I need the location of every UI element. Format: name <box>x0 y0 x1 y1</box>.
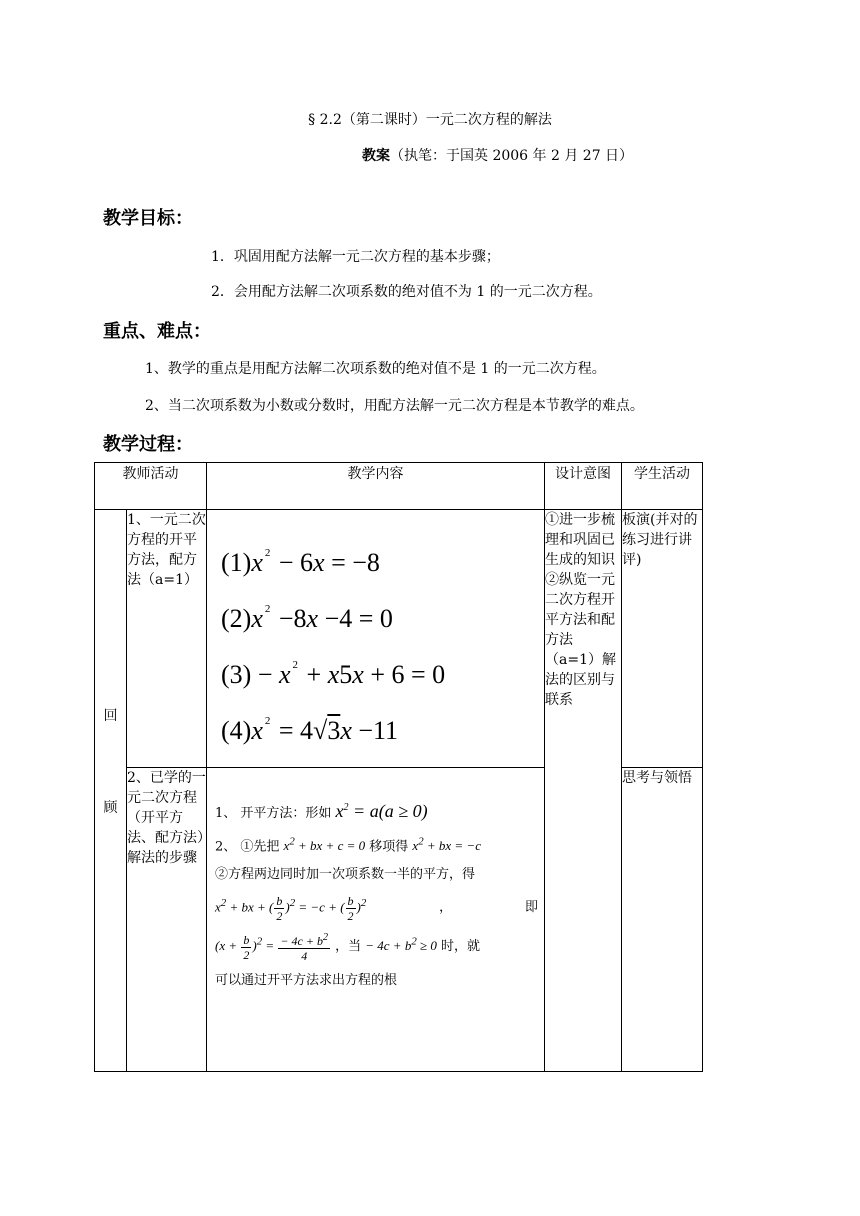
teaching-content-2 <box>207 768 545 1072</box>
method-line-1: 1、 开平方法：形如 $x^2 = a(a \ge 0)$ <box>215 801 428 821</box>
key-point-item-2: 2、当二次项系数为小数或分数时，用配方法解一元二次方程是本节教学的难点。 <box>145 398 644 414</box>
equation-2: (2)x $^2$ −8x −4 = 0 <box>221 603 393 633</box>
header-student-activity: 学生活动 <box>622 463 703 510</box>
design-intent-1: ①进一步梳理和巩固已生成的知识②纵览一元二次方程开平方法和配方法（a=1）解法的区别与联系 <box>545 510 622 1072</box>
side-label-2: 顾 <box>103 799 118 816</box>
author-detail: （执笔：于国英 2006 年 2 月 27 日） <box>390 148 634 164</box>
teacher-activity-2: 2、已学的一元二次方程（开平方法、配方法）解法的步骤 <box>127 768 207 1072</box>
lesson-process-table <box>94 462 703 1072</box>
method-line-6: 可以通过开平方法求出方程的根 <box>215 973 398 989</box>
objective-item-2: 2．会用配方法解二次项系数的绝对值不为 1 的一元二次方程。 <box>211 284 602 300</box>
document-title: § 2.2（第二课时）一元二次方程的解法 <box>308 112 552 128</box>
key-points-heading: 重点、难点： <box>103 321 211 342</box>
table-header-row <box>95 463 703 510</box>
process-heading: 教学过程： <box>103 434 193 455</box>
equation-list <box>207 510 544 754</box>
student-activity-1: 板演(并对的练习进行讲评) <box>622 510 703 768</box>
side-label-1: 回 <box>103 707 118 724</box>
header-teaching-content: 教学内容 <box>207 463 545 510</box>
objective-item-1: 1．巩固用配方法解一元二次方程的基本步骤； <box>211 249 500 265</box>
header-design-intent: 设计意图 <box>545 463 622 510</box>
method-line-3: ②方程两边同时加一次项系数一半的平方，得 <box>215 867 476 883</box>
method-line-2: 2、 ①先把 $x^2$ + bx + c = 0 移项得 $x^2$ + bx = −c <box>215 836 481 855</box>
equation-1: (1)x $^2$ − 6x = −8 <box>221 547 380 577</box>
method-line-5: (x + $\frac{b}{2}$ )$^2$ = $\frac{- 4c + b^2}{4}$ ，当 − $4c + b^2 \ge 0$ 时，就 <box>215 932 481 964</box>
author-line <box>362 145 633 165</box>
key-point-item-1: 1、教学的重点是用配方法解二次项系数的绝对值不是 1 的一元二次方程。 <box>145 361 606 377</box>
method-line-4: $x^2$ + bx + ( $\frac{b}{2}$ )$^2$ = −c + ( $\frac{b}{2}$ )$^2$ ， 即 <box>215 894 538 924</box>
equation-3: (3) − x $^2$ + x5x + 6 = 0 <box>221 659 446 689</box>
table-row <box>95 510 703 768</box>
header-teacher-activity: 教师活动 <box>95 463 207 510</box>
student-activity-2: 思考与领悟 <box>622 768 703 1072</box>
equation-4: (4)x $^2$ = 4√3x −11 <box>221 715 399 745</box>
objectives-heading: 教学目标： <box>103 208 193 229</box>
review-side-label <box>95 510 127 1072</box>
teacher-activity-1: 1、一元二次方程的开平方法，配方法（a=1） <box>127 510 207 768</box>
teaching-content-1 <box>207 510 545 768</box>
author-label: 教案 <box>362 148 390 164</box>
